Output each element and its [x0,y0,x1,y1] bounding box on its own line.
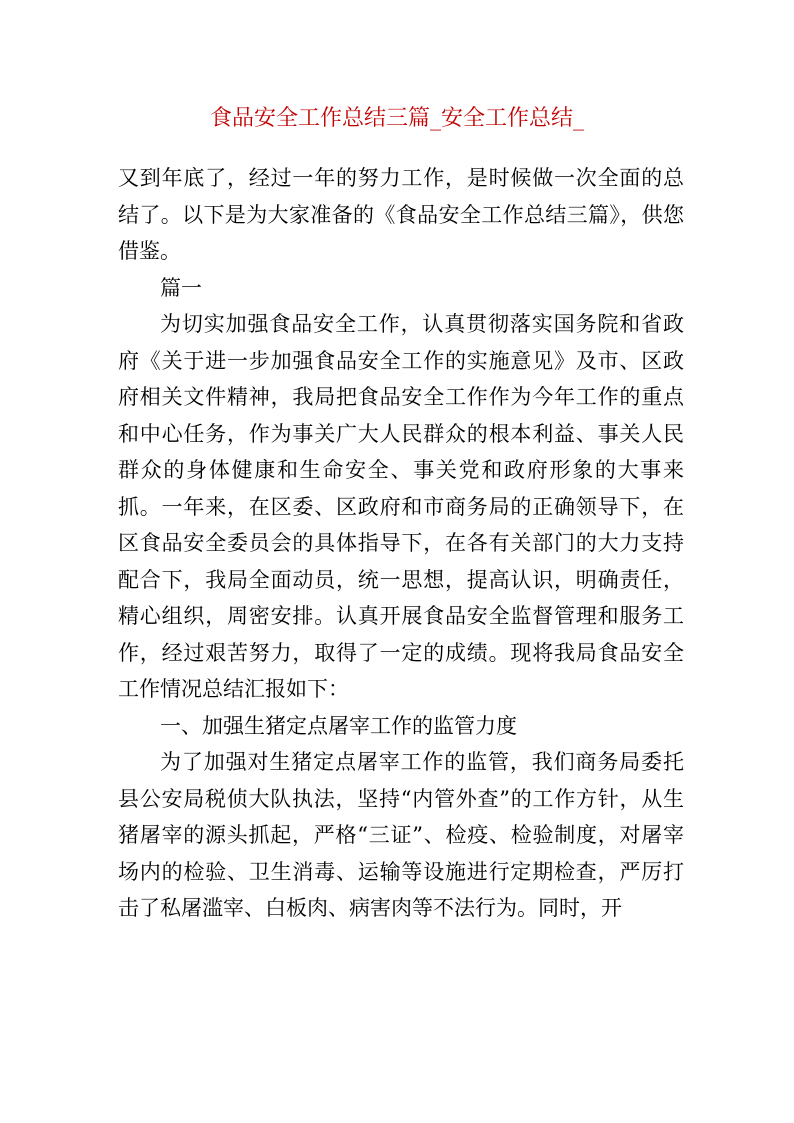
body-paragraph: 为了加强对生猪定点屠宰工作的监管，我们商务局委托县公安局税侦大队执法，坚持“内管外查”的工作方针，从生猪屠宰的源头抓起，严格“三证”、检疫、检验制度，对屠宰场内的检验、卫生消毒、运输等设施进行定期检查，严厉打击了私屠滥宰、白板肉、病害肉等不法行为。同时，开 [118,750,684,920]
intro-paragraph: 又到年底了，经过一年的努力工作，是时候做一次全面的总结了。以下是为大家准备的《食品安全工作总结三篇》，供您借鉴。 [118,166,684,263]
document-title: 食品安全工作总结三篇_安全工作总结_ [209,106,584,131]
document-body [118,160,684,927]
section-heading-part-one: 篇一 [160,275,202,300]
section-heading-1: 一、加强生猪定点屠宰工作的监管力度 [160,713,517,738]
body-paragraph: 为切实加强食品安全工作，认真贯彻落实国务院和省政府《关于进一步加强食品安全工作的实施意见》及市、区政府相关文件精神，我局把食品安全工作作为今年工作的重点和中心任务，作为事关广大人民群众的根本利益、事关人民群众的身体健康和生命安全、事关党和政府形象的大事来抓。一年来，在区委、区政府和市商务局的正确领导下，在区食品安全委员会的具体指导下，在各有关部门的大力支持配合下，我局全面动员，统一思想，提高认识，明确责任，精心组织，周密安排。认真开展食品安全监督管理和服务工作，经过艰苦努力，取得了一定的成绩。现将我局食品安全工作情况总结汇报如下： [118,312,684,701]
